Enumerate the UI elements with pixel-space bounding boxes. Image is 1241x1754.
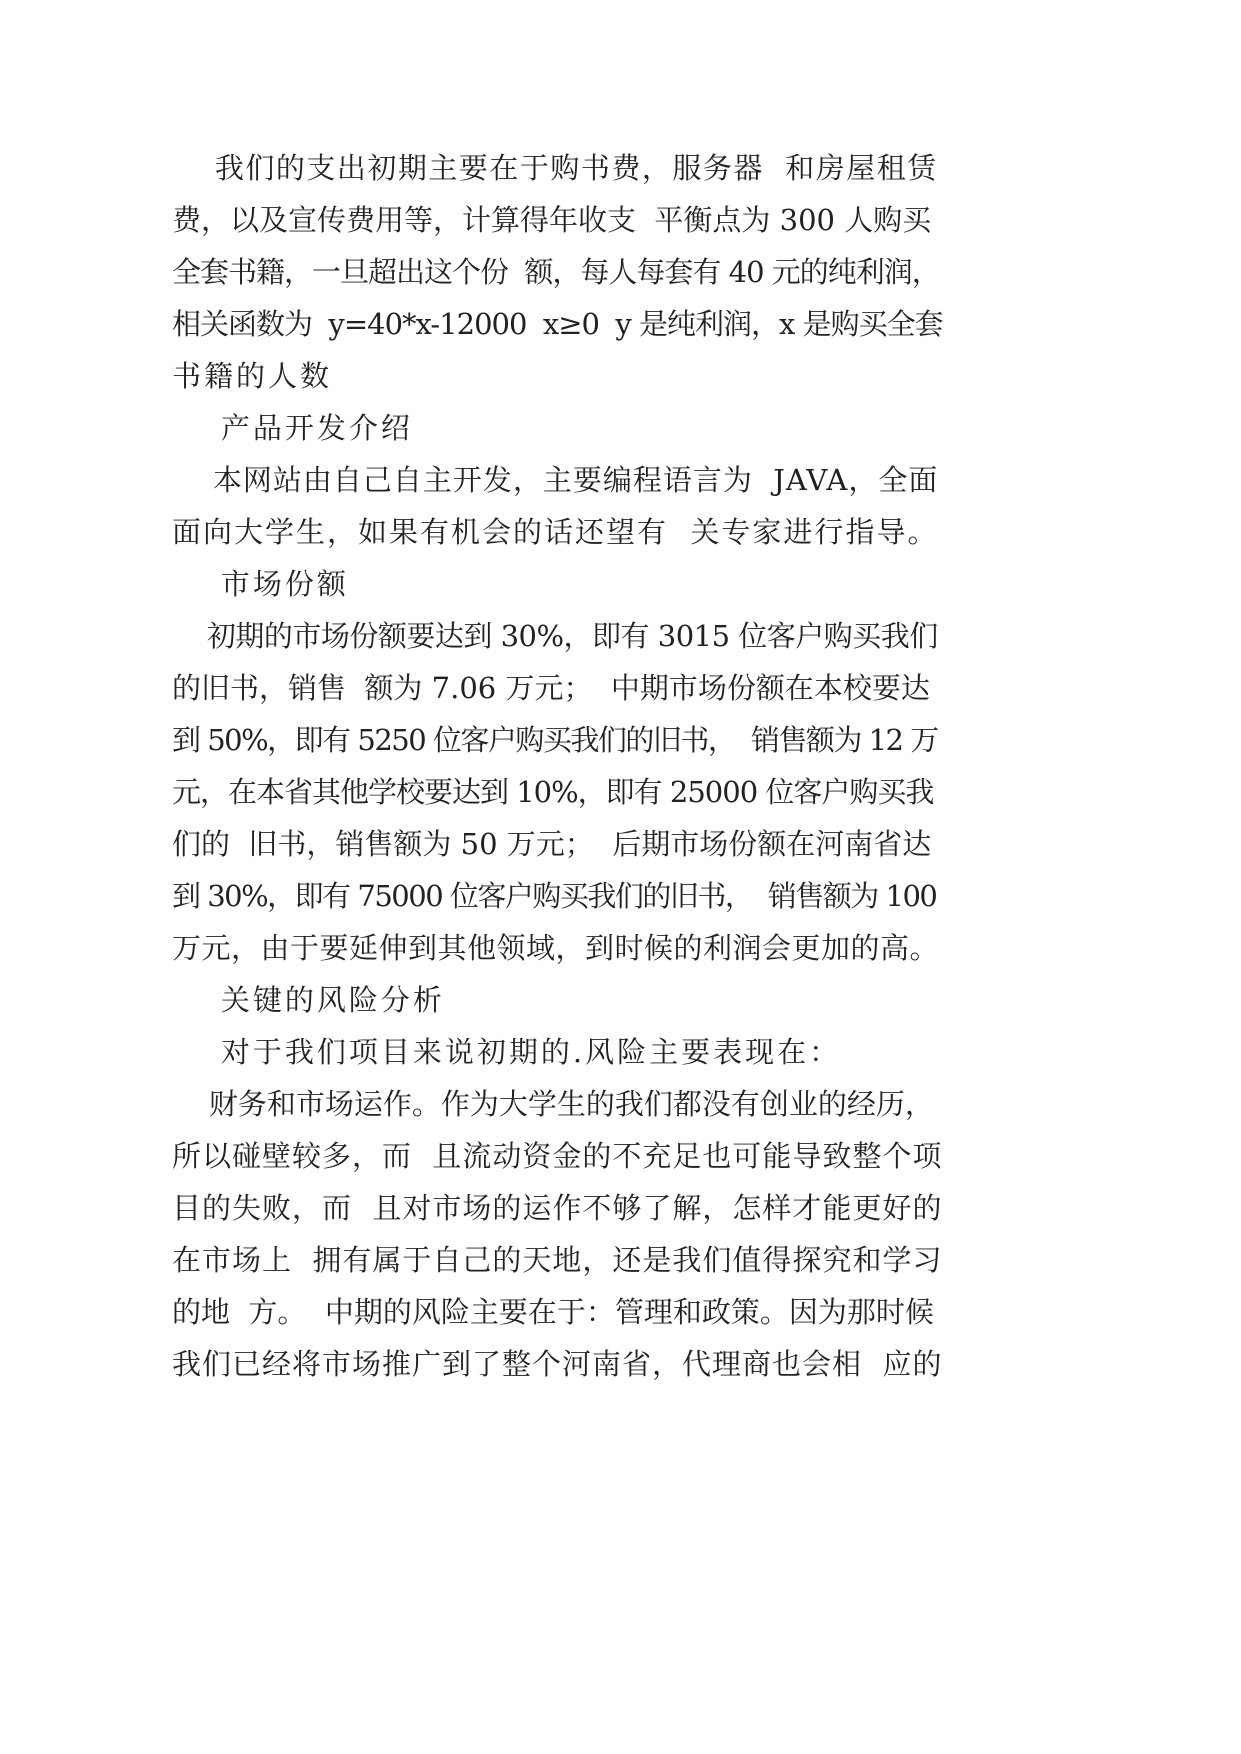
- text-line: 在市场上 拥有属于自己的天地，还是我们值得探究和学习: [172, 1243, 943, 1277]
- text-line: 面向大学生，如果有机会的话还望有 关专家进行指导。: [172, 515, 939, 549]
- text-line: 们的 旧书，销售额为 50 万元； 后期市场份额在河南省达: [172, 827, 932, 861]
- text-line: 全套书籍，一旦超出这个份 额，每人每套有 40 元的纯利润，: [172, 255, 940, 289]
- text-line: 万元，由于要延伸到其他领域，到时候的利润会更加的高。: [172, 931, 940, 965]
- text-line: 的地 方。 中期的风险主要在于：管理和政策。因为那时候: [172, 1295, 934, 1329]
- text-line: 到 30%，即有 75000 位客户购买我们的旧书， 销售额为 100: [172, 879, 937, 913]
- text-line: 费，以及宣传费用等，计算得年收支 平衡点为 300 人购买: [172, 203, 932, 237]
- section-heading: 产品开发介绍: [172, 411, 413, 445]
- text-line: 到 50%，即有 5250 位客户购买我们的旧书， 销售额为 12 万: [172, 723, 938, 757]
- text-line: 书籍的人数: [172, 359, 333, 393]
- text-line: 本网站由自己自主开发，主要编程语言为 JAVA，全面: [172, 463, 939, 497]
- text-line: 初期的市场份额要达到 30%，即有 3015 位客户购买我们: [172, 619, 938, 653]
- text-line: 财务和市场运作。作为大学生的我们都没有创业的经历，: [172, 1087, 934, 1121]
- text-line: 的旧书，销售 额为 7.06 万元； 中期市场份额在本校要达: [172, 671, 930, 705]
- section-heading: 市场份额: [172, 567, 349, 601]
- text-line: 相关函数为 y=40*x-12000 x≥0 y 是纯利润，x 是购买全套: [172, 307, 943, 341]
- text-line: 元，在本省其他学校要达到 10%，即有 25000 位客户购买我: [172, 775, 934, 809]
- text-line: 目的失败，而 且对市场的运作不够了解，怎样才能更好的: [172, 1191, 943, 1225]
- text-line: 所以碰壁较多，而 且流动资金的不充足也可能导致整个项: [172, 1139, 943, 1173]
- section-heading: 关键的风险分析: [172, 983, 445, 1017]
- text-line: 对于我们项目来说初期的.风险主要表现在：: [172, 1035, 842, 1069]
- text-line: 我们已经将市场推广到了整个河南省，代理商也会相 应的: [172, 1347, 943, 1381]
- text-line: 我们的支出初期主要在于购书费，服务器 和房屋租赁: [172, 151, 938, 185]
